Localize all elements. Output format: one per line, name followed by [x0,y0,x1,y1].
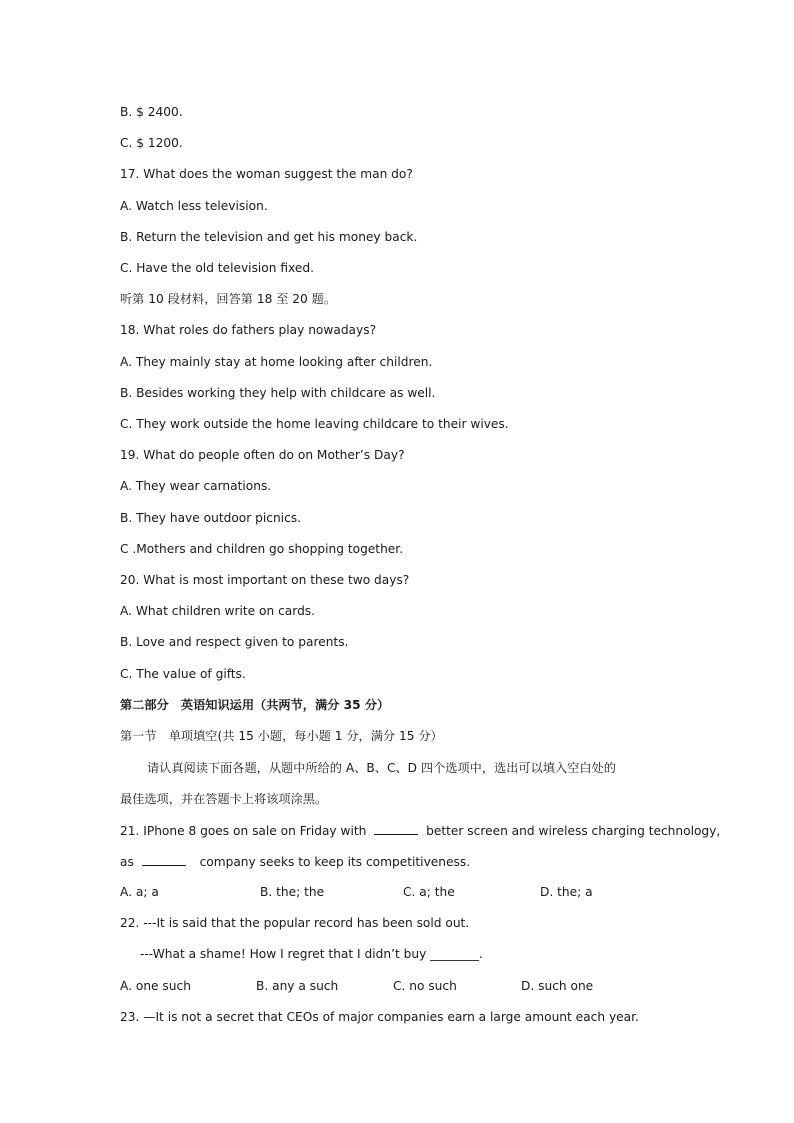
question-22: 22. ---It is said that the popular record has been sold out. [120,916,470,930]
option-d: D. such one [521,979,594,993]
question-21 [120,822,720,839]
option-b: B. the; the [260,885,325,899]
option-line: A. They wear carnations. [120,479,272,493]
option-a: A. one such [120,979,191,993]
answer-blank [374,822,418,835]
option-line: C. The value of gifts. [120,667,246,681]
option-line: C. They work outside the home leaving childcare to their wives. [120,417,509,431]
part-heading: 第二部分 英语知识运用（共两节，满分 35 分） [120,698,390,712]
question-19: 19. What do people often do on Mother’s Day? [120,448,405,462]
section-heading: 第一节 单项填空(共 15 小题，每小题 1 分，满分 15 分） [120,729,443,743]
option-d: D. the; a [540,885,593,899]
option-line: B. Return the television and get his money back. [120,230,418,244]
question-text: company seeks to keep its competitiveness. [199,855,471,869]
question-text: better screen and wireless charging technology, [426,824,721,838]
option-line: A. What children write on cards. [120,604,316,618]
option-b: B. any a such [256,979,339,993]
question-23: 23. —It is not a secret that CEOs of major companies earn a large amount each year. [120,1010,639,1024]
question-22-reply: ---What a shame! How I regret that I didn’t buy ________. [140,947,483,961]
option-a: A. a; a [120,885,159,899]
question-text: 21. IPhone 8 goes on sale on Friday with [120,824,367,838]
option-line: C. $ 1200. [120,136,183,150]
option-line: B. $ 2400. [120,105,183,119]
option-c: C. a; the [403,885,455,899]
section-instruction: 听第 10 段材料，回答第 18 至 20 题。 [120,292,337,306]
option-line: C .Mothers and children go shopping together. [120,542,404,556]
answer-blank [142,853,186,866]
option-line: B. Besides working they help with childcare as well. [120,386,436,400]
options-row [120,978,680,994]
question-17: 17. What does the woman suggest the man do? [120,167,413,181]
option-line: B. Love and respect given to parents. [120,635,349,649]
question-text: as [120,855,134,869]
option-line: C. Have the old television fixed. [120,261,314,275]
option-line: A. They mainly stay at home looking after children. [120,355,433,369]
options-row [120,884,680,900]
question-21-cont [120,853,470,870]
instruction-text: 请认真阅读下面各题，从题中所给的 A、B、C、D 四个选项中，选出可以填入空白处的 [147,761,616,775]
option-line: B. They have outdoor picnics. [120,511,301,525]
question-18: 18. What roles do fathers play nowadays? [120,323,377,337]
option-c: C. no such [393,979,457,993]
instruction-text: 最佳选项，并在答题卡上将该项涂黑。 [120,792,328,806]
question-20: 20. What is most important on these two days? [120,573,410,587]
option-line: A. Watch less television. [120,199,268,213]
